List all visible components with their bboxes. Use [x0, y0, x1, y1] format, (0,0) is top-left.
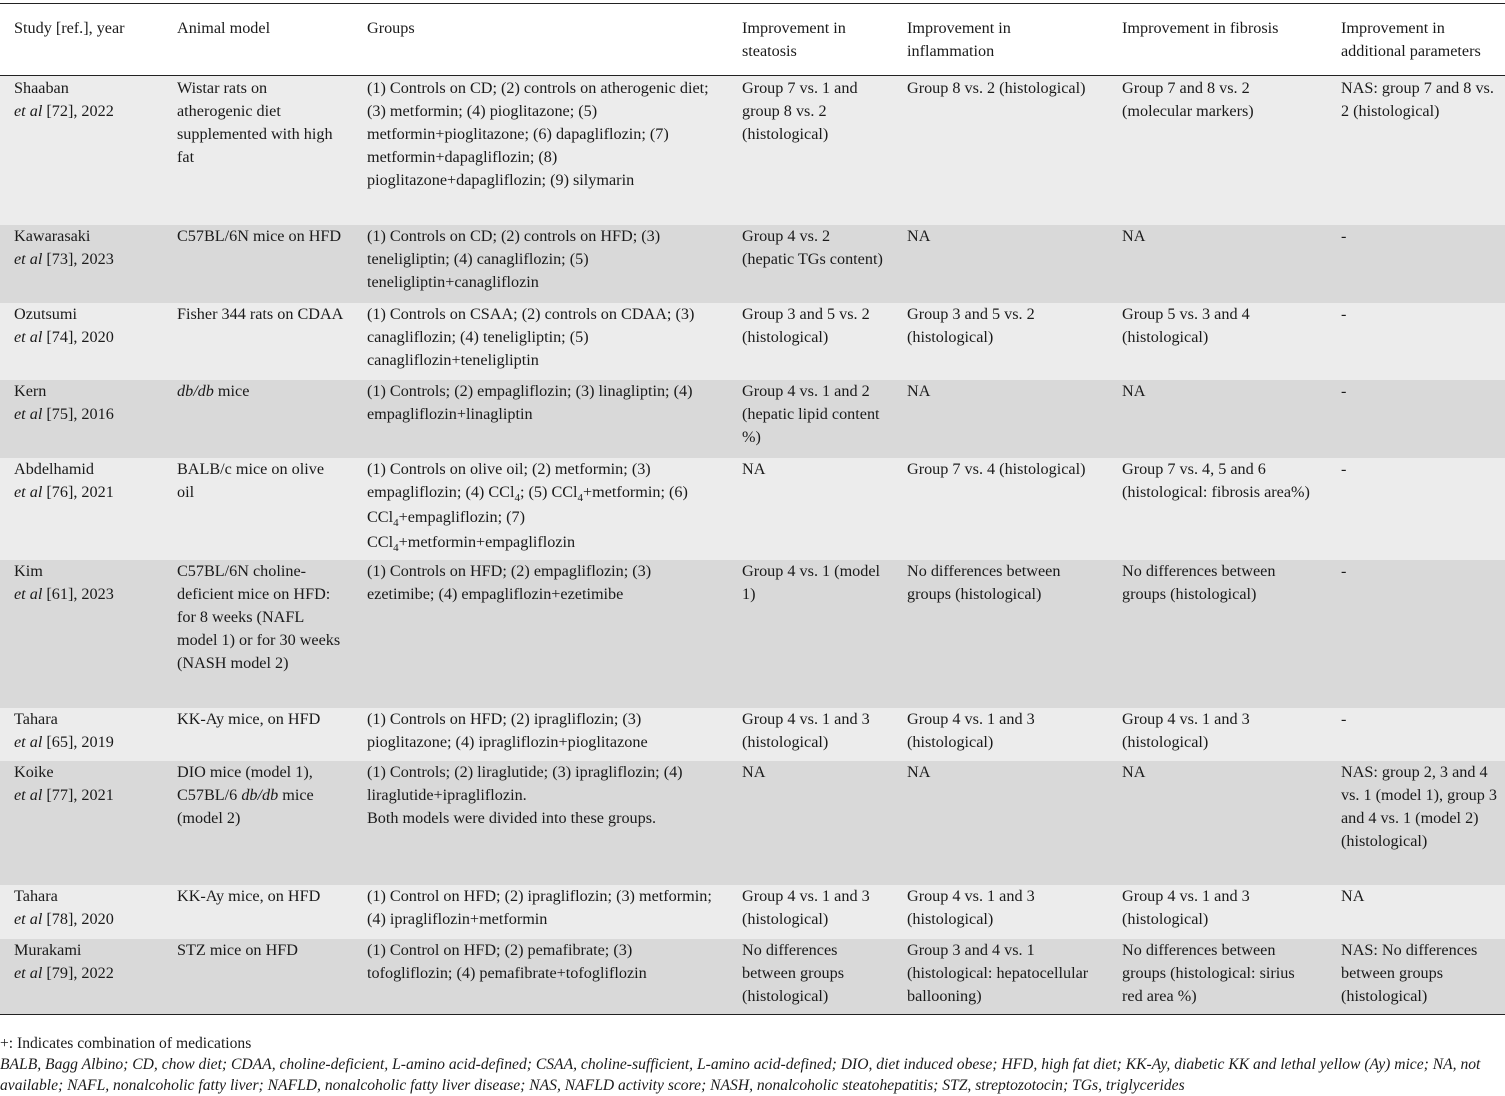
- table-row: [0, 885, 1505, 939]
- animal-model-cell: BALB/c mice on olive oil: [177, 459, 325, 501]
- fibrosis-cell: Group 4 vs. 1 and 3 (histological): [1122, 886, 1250, 928]
- header-animal-model: Animal model: [177, 19, 271, 37]
- subscript: 4: [393, 541, 399, 554]
- steatosis-cell: Group 4 vs. 1 and 3 (histological): [742, 886, 870, 928]
- study-ref: [65], 2019: [42, 732, 114, 751]
- groups-cell: (1) Controls; (2) empagliflozin; (3) linagliptin; (4) empagliflozin+linagliptin: [367, 381, 693, 423]
- groups-cell: (1) Controls on HFD; (2) ipragliflozin; (3) pioglitazone; (4) ipragliflozin+pioglitazone: [367, 709, 648, 751]
- study-etal: et al: [14, 404, 43, 423]
- footnote-combination: +: Indicates combination of medications: [0, 1035, 252, 1052]
- groups-text: (1) Controls on olive oil; (2) metformin;: [367, 459, 628, 478]
- fibrosis-cell: NA: [1122, 762, 1146, 781]
- additional-cell: -: [1341, 226, 1347, 245]
- header-groups: Groups: [367, 19, 415, 37]
- steatosis-cell: Group 4 vs. 1 and 3 (histological): [742, 709, 870, 751]
- study-etal: et al: [14, 584, 43, 603]
- additional-cell: -: [1341, 304, 1347, 323]
- table-row: [0, 939, 1505, 1015]
- additional-cell: NA: [1341, 886, 1365, 905]
- study-etal: et al: [14, 482, 43, 501]
- study-cell: [0, 303, 163, 380]
- additional-cell: NAS: group 2, 3 and 4 vs. 1 (model 1), group 3 and 4 vs. 1 (model 2) (histological): [1341, 762, 1498, 850]
- footnote-abbreviations: BALB, Bagg Albino; CD, chow diet; CDAA, choline-deficient, L-amino acid-defined; CSAA, choline-sufficient, L-amino acid-defined; DIO, diet induced obese; HFD, high fat diet; KK-Ay, diabetic KK and lethal yellow (Ay) mice; NA, not available; NAFL, nonalcoholic fatty liver; NAFLD, nonalcoholic fatty liver disease; NAS, NAFLD activity score; NASH, nonalcoholic steatohepatitis; STZ, streptozotocin; TGs, triglycerides: [0, 1056, 1481, 1094]
- model-text: mice (model 2): [177, 785, 314, 827]
- study-author: Kawarasaki: [14, 226, 91, 245]
- header-row: [0, 4, 1505, 76]
- animal-model-cell: KK-Ay mice, on HFD: [177, 709, 321, 728]
- header-study: Study [ref.], year: [14, 19, 125, 37]
- animal-model-cell: Wistar rats on atherogenic diet supplemented with high fat: [177, 79, 333, 166]
- inflammation-cell: Group 4 vs. 1 and 3 (histological): [907, 886, 1035, 928]
- inflammation-cell: Group 3 and 5 vs. 2 (histological): [907, 304, 1035, 346]
- fibrosis-cell: Group 7 and 8 vs. 2 (molecular markers): [1122, 79, 1254, 120]
- model-italic: db/db: [177, 381, 214, 400]
- animal-model-cell: [163, 761, 353, 885]
- study-cell: [0, 939, 163, 1015]
- inflammation-cell: Group 3 and 4 vs. 1 (histological: hepatocellular ballooning): [907, 940, 1089, 1005]
- additional-cell: -: [1341, 459, 1347, 478]
- steatosis-cell: NA: [742, 762, 766, 781]
- study-ref: [77], 2021: [42, 785, 114, 804]
- header-steatosis: Improvement in steatosis: [742, 19, 846, 60]
- groups-text: (7) CCl: [367, 507, 526, 551]
- groups-cell: [353, 458, 728, 560]
- study-cell: [0, 885, 163, 939]
- study-cell: [0, 225, 163, 303]
- table-row: [0, 76, 1505, 225]
- additional-cell: NAS: No differences between groups (histological): [1341, 940, 1478, 1005]
- table-row: [0, 380, 1505, 458]
- fibrosis-cell: Group 7 vs. 4, 5 and 6 (histological: fibrosis area%): [1122, 459, 1310, 501]
- steatosis-cell: No differences between groups (histological): [742, 940, 845, 1005]
- subscript: 4: [393, 516, 399, 529]
- study-cell: [0, 458, 163, 560]
- additional-cell: -: [1341, 709, 1347, 728]
- inflammation-cell: NA: [907, 381, 931, 400]
- fibrosis-cell: Group 4 vs. 1 and 3 (histological): [1122, 709, 1250, 751]
- groups-text: +metformin+empagliflozin: [398, 532, 576, 551]
- study-ref: [72], 2022: [42, 102, 114, 120]
- groups-text: CCl: [551, 482, 578, 501]
- table-row: [0, 303, 1505, 380]
- study-author: Shaaban: [14, 79, 69, 97]
- study-author: Abdelhamid: [14, 459, 95, 478]
- model-text: mice: [213, 381, 250, 400]
- additional-cell: -: [1341, 561, 1347, 580]
- steatosis-cell: Group 4 vs. 1 (model 1): [742, 561, 881, 603]
- header-fibrosis: Improvement in fibrosis: [1122, 19, 1279, 37]
- animal-model-cell: KK-Ay mice, on HFD: [177, 886, 321, 905]
- fibrosis-cell: No differences between groups (histological: sirius red area %): [1122, 940, 1295, 1005]
- inflammation-cell: Group 4 vs. 1 and 3 (histological): [907, 709, 1035, 751]
- animal-model-cell: C57BL/6N choline-deficient mice on HFD: for 8 weeks (NAFL model 1) or for 30 weeks (NASH model 2): [177, 561, 341, 672]
- study-ref: [76], 2021: [42, 482, 114, 501]
- table-row: [0, 708, 1505, 761]
- steatosis-cell: Group 3 and 5 vs. 2 (histological): [742, 304, 870, 346]
- study-etal: et al: [14, 327, 43, 346]
- fibrosis-cell: Group 5 vs. 3 and 4 (histological): [1122, 304, 1250, 346]
- study-etal: et al: [14, 909, 43, 928]
- study-author: Kern: [14, 381, 47, 400]
- table-row: [0, 458, 1505, 560]
- groups-text: ; (5): [519, 482, 548, 501]
- groups-text: +empagliflozin;: [398, 507, 503, 526]
- groups-text: (3) empagliflozin; (4) CCl: [367, 459, 651, 501]
- groups-cell: (1) Controls on CD; (2) controls on atherogenic diet; (3) metformin; (4) pioglitazone; (5) metformin+pioglitazone; (6) dapagliflozin; (7) metformin+dapagliflozin; (8) pioglitazone+dapagliflozin; (9) silymarin: [367, 79, 709, 189]
- animal-model-cell: STZ mice on HFD: [177, 940, 298, 959]
- study-ref: [78], 2020: [42, 909, 114, 928]
- groups-cell: (1) Control on HFD; (2) pemafibrate; (3) tofogliflozin; (4) pemafibrate+tofogliflozin: [367, 940, 647, 982]
- animal-model-cell: Fisher 344 rats on CDAA: [177, 304, 344, 323]
- study-author: Kim: [14, 561, 43, 580]
- study-ref: [74], 2020: [42, 327, 114, 346]
- groups-note: Both models were divided into these groups.: [367, 808, 657, 827]
- table-row: [0, 761, 1505, 885]
- model-text: DIO mice (model 1), C57BL/6: [177, 762, 313, 804]
- steatosis-cell: Group 7 vs. 1 and group 8 vs. 2 (histological): [742, 79, 858, 143]
- study-cell: [0, 560, 163, 708]
- table-footnotes: [0, 1033, 1500, 1096]
- study-etal: et al: [14, 102, 43, 120]
- study-cell: [0, 76, 163, 225]
- groups-cell: (1) Control on HFD; (2) ipragliflozin; (3) metformin; (4) ipragliflozin+metformin: [367, 886, 712, 928]
- fibrosis-cell: NA: [1122, 226, 1146, 245]
- additional-cell: -: [1341, 381, 1347, 400]
- groups-cell: [353, 761, 728, 885]
- groups-text: +metformin; (6) CCl: [367, 482, 688, 526]
- inflammation-cell: Group 7 vs. 4 (histological): [907, 459, 1086, 478]
- study-etal: et al: [14, 785, 43, 804]
- groups-cell: (1) Controls on HFD; (2) empagliflozin; (3) ezetimibe; (4) empagliflozin+ezetimibe: [367, 561, 652, 603]
- groups-text: (1) Controls; (2) liraglutide; (3) ipragliflozin; (4) liraglutide+ipragliflozin.: [367, 762, 683, 804]
- study-ref: [61], 2023: [42, 584, 114, 603]
- table-row: [0, 225, 1505, 303]
- fibrosis-cell: NA: [1122, 381, 1146, 400]
- groups-cell: (1) Controls on CD; (2) controls on HFD; (3) teneligliptin; (4) canagliflozin; (5) teneligliptin+canagliflozin: [367, 226, 661, 291]
- steatosis-cell: Group 4 vs. 2 (hepatic TGs content): [742, 226, 883, 268]
- study-etal: et al: [14, 249, 43, 268]
- inflammation-cell: NA: [907, 226, 931, 245]
- header-additional: Improvement in additional parameters: [1341, 19, 1481, 60]
- study-author: Koike: [14, 762, 54, 781]
- study-ref: [75], 2016: [42, 404, 114, 423]
- study-etal: et al: [14, 732, 43, 751]
- study-ref: [73], 2023: [42, 249, 114, 268]
- study-cell: [0, 380, 163, 458]
- study-cell: [0, 708, 163, 761]
- header-inflammation: Improvement in inflammation: [907, 19, 1011, 60]
- study-cell: [0, 761, 163, 885]
- steatosis-cell: Group 4 vs. 1 and 2 (hepatic lipid content %): [742, 381, 880, 446]
- groups-cell: (1) Controls on CSAA; (2) controls on CDAA; (3) canagliflozin; (4) teneligliptin; (5) canagliflozin+teneligliptin: [367, 304, 695, 369]
- study-table: [0, 3, 1505, 1015]
- study-etal: et al: [14, 963, 43, 982]
- inflammation-cell: No differences between groups (histological): [907, 561, 1061, 603]
- table-row: [0, 560, 1505, 708]
- study-author: Tahara: [14, 709, 58, 728]
- animal-model-cell: C57BL/6N mice on HFD: [177, 226, 342, 245]
- study-author: Ozutsumi: [14, 304, 77, 323]
- study-ref: [79], 2022: [42, 963, 114, 982]
- additional-cell: NAS: group 7 and 8 vs. 2 (histological): [1341, 79, 1494, 120]
- fibrosis-cell: No differences between groups (histological): [1122, 561, 1276, 603]
- inflammation-cell: Group 8 vs. 2 (histological): [907, 79, 1086, 97]
- inflammation-cell: NA: [907, 762, 931, 781]
- subscript: 4: [514, 491, 520, 504]
- steatosis-cell: NA: [742, 459, 766, 478]
- study-author: Murakami: [14, 940, 82, 959]
- subscript: 4: [577, 491, 584, 504]
- study-author: Tahara: [14, 886, 58, 905]
- animal-model-cell: [163, 380, 353, 458]
- model-italic: db/db: [241, 785, 279, 804]
